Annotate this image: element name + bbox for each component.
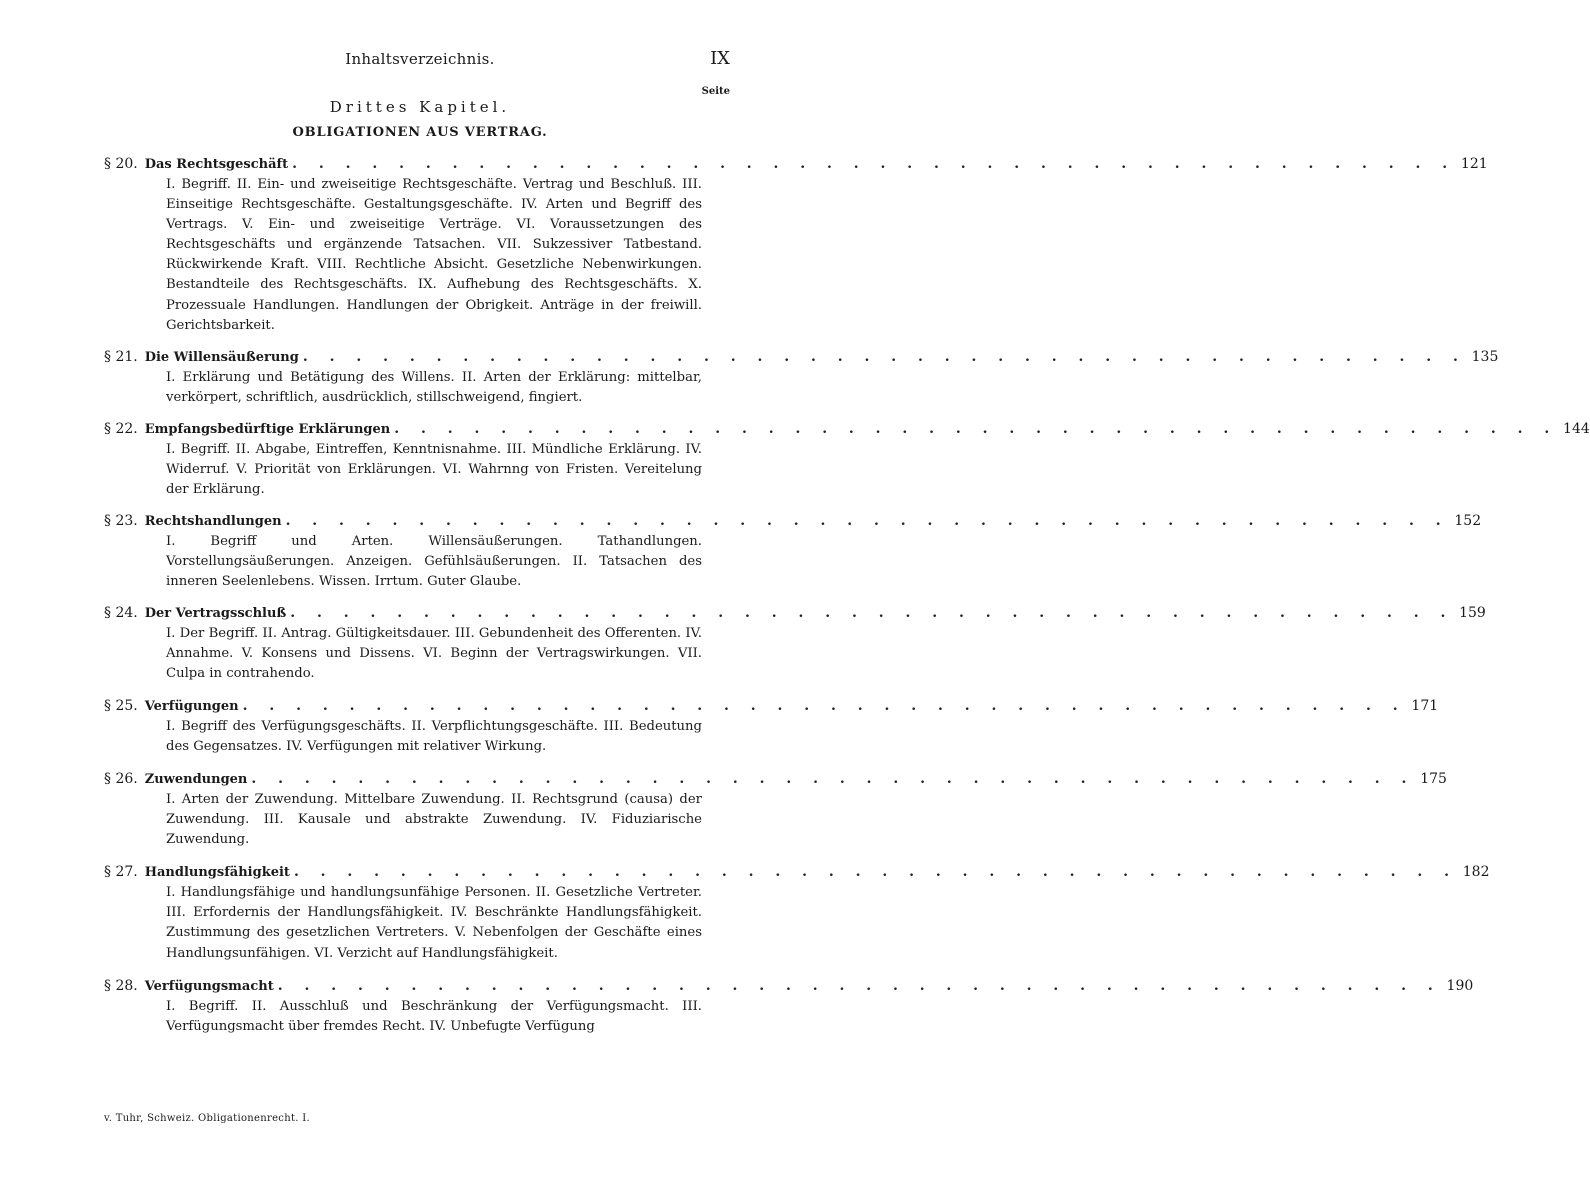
toc-entry-head [104, 976, 1474, 997]
toc-entry [104, 696, 1439, 757]
toc-entry-head [104, 154, 1488, 175]
section-number: § 25. [104, 697, 138, 714]
section-page: 121 [1460, 156, 1488, 172]
toc-entry-head [104, 696, 1439, 717]
section-contents: I. Begriff des Verfügungsgeschäfts. II. Verpflichtungsgeschäfte. III. Bedeutung des Gegensatzes. IV. Verfügungen mit relativer Wirkung. [166, 718, 702, 754]
section-page: 190 [1446, 977, 1474, 994]
section-title: Das Rechtsgeschäft [144, 157, 289, 172]
section-number: § 20. [104, 156, 138, 172]
section-title: Zuwendungen [144, 771, 248, 787]
toc-entry [104, 862, 1490, 963]
section-title: Der Vertragsschluß [144, 605, 287, 621]
section-number: § 23. [104, 513, 138, 530]
running-head-title: Inhaltsverzeichnis. [345, 50, 495, 68]
section-number: § 28. [104, 977, 138, 994]
leader-dots: . . . . . . . . . . . . . . . . . . . . . . . . . . . . . . . . . . . . . . . . . . . . [293, 864, 1458, 881]
section-contents: I. Begriff und Arten. Willensäußerungen. Tathandlungen. Vorstellungsäußerungen. Anzeigen. Gefühlsäußerungen. II. Tatsachen des inneren Seelenlebens. Wissen. Irrtum. Guter Glaube. [166, 534, 702, 590]
toc-entry [104, 603, 1486, 684]
section-page: 171 [1411, 697, 1439, 714]
section-page: 182 [1462, 864, 1490, 881]
toc-entry [104, 976, 1474, 1037]
section-title: Handlungsfähigkeit [144, 865, 290, 881]
section-contents: I. Begriff. II. Ein- und zweiseitige Rechtsgeschäfte. Vertrag und Beschluß. III. Einseitige Rechtsgeschäfte. Gestaltungsgeschäfte. IV. Arten und Begriff des Vertrags. V. Ein- und zweiseitige Verträge. VI. Voraussetzungen des Rechtsgeschäfts und ergänzende Tatsachen. VII. Sukzessiver Tatbestand. Rückwirkende Kraft. VIII. Rechtliche Absicht. Gesetzliche Nebenwirkungen. Bestandteile des Rechtsgeschäfts. IX. Aufhebung des Rechtsgeschäfts. X. Prozessuale Handlungen. Handlungen der Obrigkeit. Anträge in der freiwill. Gerichtsbarkeit. [166, 177, 702, 333]
section-page: 152 [1454, 513, 1482, 530]
section-contents: I. Arten der Zuwendung. Mittelbare Zuwendung. II. Rechtsgrund (causa) der Zuwendung. III. Kausale und abstrakte Zuwendung. IV. Fiduziarische Zuwendung. [166, 791, 702, 848]
footer-signature: v. Tuhr, Schweiz. Obligationenrecht. I. [104, 1113, 310, 1124]
leader-dots: . . . . . . . . . . . . . . . . . . . . . . . . . . . . . . . . . . . . . . . . . . . . [394, 420, 1558, 437]
section-number: § 24. [104, 604, 138, 621]
section-contents: I. Handlungsfähige und handlungsunfähige Personen. II. Gesetzliche Vertreter. III. Erfordernis der Handlungsfähigkeit. IV. Beschränkte Handlungsfähigkeit. Zustimmung des gesetzlichen Vertreters. V. Nebenfolgen der Geschäfte eines Handlungsunfähigen. VI. Verzicht auf Handlungsfähigkeit. [166, 885, 702, 961]
section-page: 175 [1420, 770, 1447, 787]
toc-entry [104, 347, 1499, 408]
section-title: Empfangsbedürftige Erklärungen [144, 421, 391, 437]
leader-dots: . . . . . . . . . . . . . . . . . . . . . . . . . . . . . . . . . . . . . . . . . . . . [277, 977, 1442, 994]
toc-entry [104, 511, 1482, 592]
seite-label: Seite [701, 86, 730, 97]
section-title: Die Willensäußerung [144, 349, 299, 365]
toc-entry-head [104, 603, 1486, 624]
section-contents: I. Begriff. II. Ausschluß und Beschränkung der Verfügungsmacht. III. Verfügungsmacht über fremdes Recht. IV. Unbefugte Verfügung [166, 998, 702, 1034]
chapter-title: OBLIGATIONEN AUS VERTRAG. [292, 125, 548, 140]
section-number: § 27. [104, 864, 138, 881]
toc-entries [104, 154, 1590, 1037]
leader-dots: . . . . . . . . . . . . . . . . . . . . . . . . . . . . . . . . . . . . . . . . . . . . [285, 513, 1450, 530]
toc-entry-head [104, 511, 1482, 532]
toc-entry-head [104, 769, 1447, 790]
section-contents: I. Begriff. II. Abgabe, Eintreffen, Kenntnisnahme. III. Mündliche Erklärung. IV. Widerruf. V. Priorität von Erklärungen. VI. Wahrnng von Fristen. Vereitelung der Erklärung. [166, 441, 702, 498]
leader-dots: . . . . . . . . . . . . . . . . . . . . . . . . . . . . . . . . . . . . . . . . . . . . [292, 156, 1456, 172]
section-page: 159 [1459, 604, 1486, 621]
leader-dots: . . . . . . . . . . . . . . . . . . . . . . . . . . . . . . . . . . . . . . . . . . . . [242, 697, 1407, 714]
toc-entry [104, 419, 1590, 500]
page-number: IX [710, 48, 730, 69]
section-title: Rechtshandlungen [144, 514, 282, 530]
section-page: 135 [1471, 348, 1499, 365]
section-number: § 22. [104, 420, 138, 437]
section-contents: I. Erklärung und Betätigung des Willens. II. Arten der Erklärung: mittelbar, verkörpert, schriftlich, ausdrücklich, stillschweigend, fingiert. [166, 369, 702, 405]
section-number: § 26. [104, 770, 138, 787]
toc-entry-head [104, 347, 1499, 368]
chapter-label: Drittes Kapitel. [329, 98, 511, 116]
section-number: § 21. [104, 348, 138, 365]
running-head [0, 50, 840, 72]
leader-dots: . . . . . . . . . . . . . . . . . . . . . . . . . . . . . . . . . . . . . . . . . . . . [251, 770, 1415, 787]
leader-dots: . . . . . . . . . . . . . . . . . . . . . . . . . . . . . . . . . . . . . . . . . . . . [302, 348, 1467, 365]
section-page: 144 [1563, 420, 1590, 437]
toc-entry-head [104, 862, 1490, 883]
leader-dots: . . . . . . . . . . . . . . . . . . . . . . . . . . . . . . . . . . . . . . . . . . . . [290, 604, 1454, 621]
section-title: Verfügungen [144, 698, 239, 714]
toc-entry [104, 154, 1488, 336]
toc-entry-head [104, 419, 1590, 440]
toc-entry [104, 769, 1447, 850]
section-title: Verfügungsmacht [144, 978, 274, 994]
section-contents: I. Der Begriff. II. Antrag. Gültigkeitsdauer. III. Gebundenheit des Offerenten. IV. Annahme. V. Konsens und Dissens. VI. Beginn der Vertragswirkungen. VII. Culpa in contrahendo. [166, 625, 702, 681]
